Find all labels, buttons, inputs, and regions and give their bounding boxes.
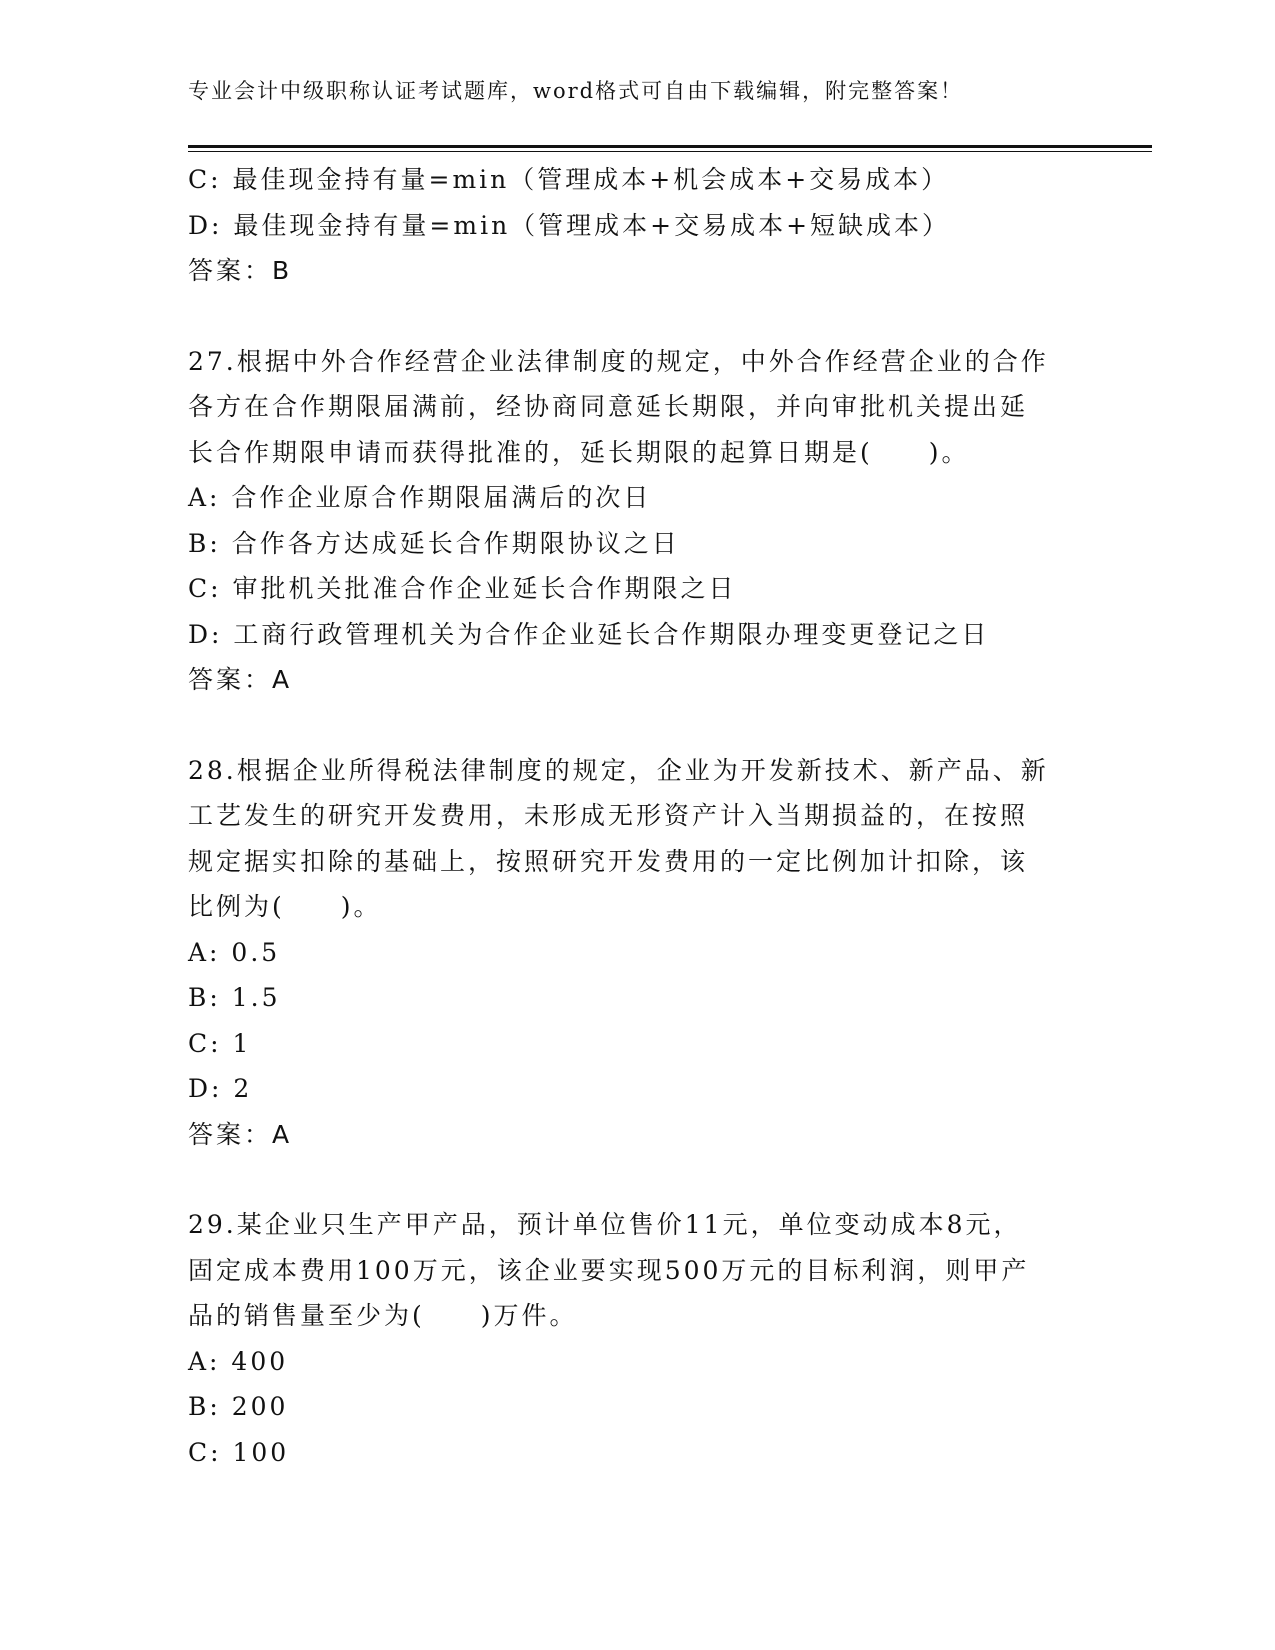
spacer bbox=[188, 703, 1088, 748]
option-c: C: 审批机关批准合作企业延长合作期限之日 bbox=[188, 574, 737, 603]
question-text-line: 比例为( )。 bbox=[188, 892, 382, 921]
header-rule-thin bbox=[188, 151, 1152, 152]
question-text-line: 长合作期限申请而获得批准的，延长期限的起算日期是( )。 bbox=[188, 437, 970, 467]
option-a: A: 合作企业原合作期限届满后的次日 bbox=[188, 483, 652, 512]
question-28 bbox=[188, 748, 1088, 1158]
prev-question-block bbox=[188, 157, 1088, 294]
question-text-line: 29.某企业只生产甲产品，预计单位售价11元，单位变动成本8元， bbox=[188, 1210, 1022, 1239]
option-b: B: 1.5 bbox=[188, 983, 281, 1012]
spacer bbox=[188, 1157, 1088, 1202]
option-d: D: 最佳现金持有量=min（管理成本+交易成本+短缺成本） bbox=[188, 210, 951, 240]
option-c: C: 最佳现金持有量=min（管理成本+机会成本+交易成本） bbox=[188, 165, 950, 194]
answer: 答案：B bbox=[188, 256, 293, 285]
question-text-line: 固定成本费用100万元，该企业要实现500万元的目标利润，则甲产 bbox=[188, 1255, 1030, 1285]
question-text-line: 品的销售量至少为( )万件。 bbox=[188, 1301, 578, 1330]
question-27 bbox=[188, 339, 1088, 703]
spacer bbox=[188, 294, 1088, 339]
page-header: 专业会计中级职称认证考试题库，word格式可自由下载编辑，附完整答案！ bbox=[188, 79, 964, 103]
question-text-line: 27.根据中外合作经营企业法律制度的规定，中外合作经营企业的合作 bbox=[188, 346, 1049, 376]
question-text-line: 规定据实扣除的基础上，按照研究开发费用的一定比例加计扣除，该 bbox=[188, 846, 1029, 876]
option-b: B: 200 bbox=[188, 1392, 289, 1421]
option-c: C: 100 bbox=[188, 1437, 290, 1467]
option-c: C: 1 bbox=[188, 1028, 252, 1058]
question-list bbox=[188, 157, 1088, 1475]
answer: 答案：A bbox=[188, 665, 293, 694]
option-a: A: 400 bbox=[188, 1346, 289, 1376]
option-a: A: 0.5 bbox=[188, 937, 281, 967]
answer: 答案：A bbox=[188, 1119, 293, 1149]
option-d: D: 2 bbox=[188, 1074, 253, 1103]
question-text-line: 28.根据企业所得税法律制度的规定，企业为开发新技术、新产品、新 bbox=[188, 755, 1049, 785]
option-b: B: 合作各方达成延长合作期限协议之日 bbox=[188, 528, 680, 558]
question-29 bbox=[188, 1202, 1088, 1475]
option-d: D: 工商行政管理机关为合作企业延长合作期限办理变更登记之日 bbox=[188, 619, 990, 649]
question-text-line: 工艺发生的研究开发费用，未形成无形资产计入当期损益的，在按照 bbox=[188, 801, 1029, 830]
header-rule-thick bbox=[188, 145, 1152, 148]
question-text-line: 各方在合作期限届满前，经协商同意延长期限，并向审批机关提出延 bbox=[188, 392, 1029, 421]
